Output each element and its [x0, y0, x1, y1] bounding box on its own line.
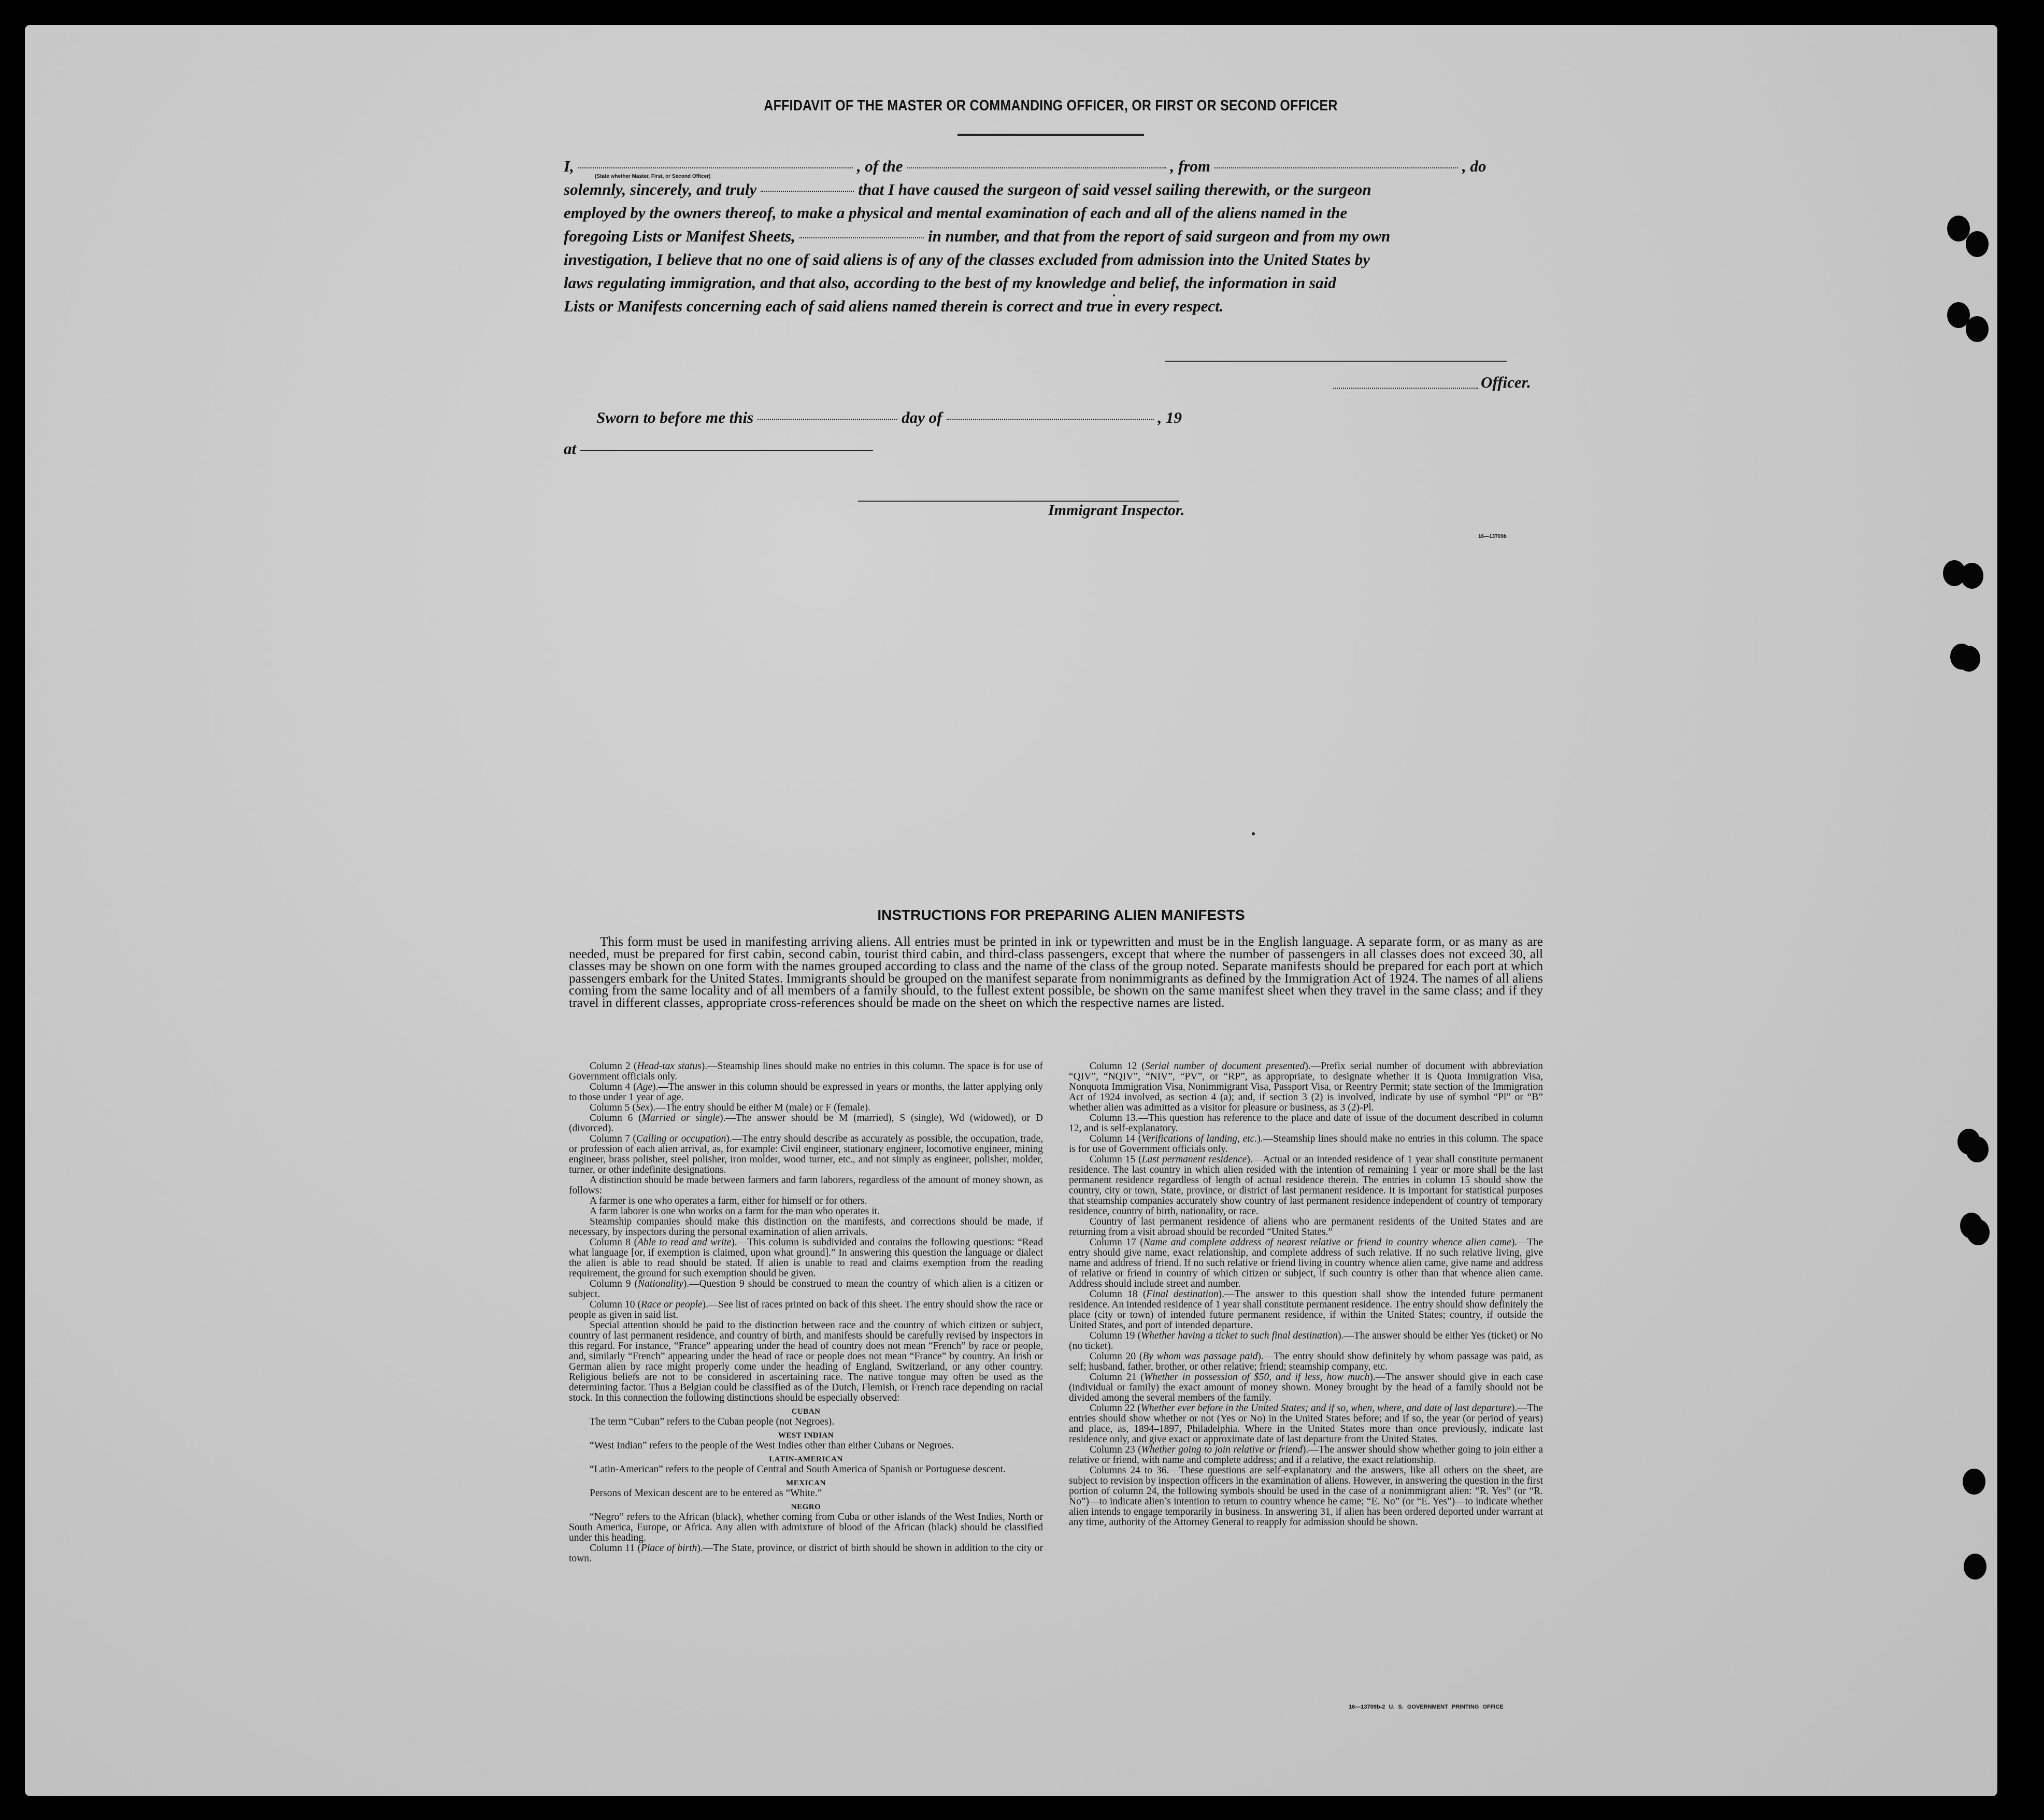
- instruction-paragraph: Column 18 (Final destination).—The answer to this question shall show the intended future permanent residence. An intended residence of 1 year shall constitute permanent residence. The entry should show definitely the place (city or town) of intended future permanent residence, if within the United States; country, if outside the United States, and port of intended departure.: [1069, 1289, 1543, 1331]
- instruction-paragraph: Column 23 (Whether going to join relative or friend).—The answer should show whether going to join either a relative or friend, with name and complete address; and if a relative, the exact relationship.: [1069, 1444, 1543, 1466]
- instruction-paragraph: Column 7 (Calling or occupation).—The entry should describe as accurately as possible, the occupation, trade, or profession of each alien arrival, as, for example: Civil engineer, stationary engineer, locomotive engineer, mining engineer, brass polisher, steel polisher, iron molder, wood turner, etc., and not simply as engineer, polisher, molder, turner, or other indefinite designations.: [569, 1133, 1043, 1175]
- vessel-blank: [907, 167, 1166, 168]
- affidavit-text: , from: [1170, 157, 1211, 175]
- from-blank: [1214, 167, 1458, 168]
- instruction-paragraph: Steamship companies should make this distinction on the manifests, and corrections should be made, if necessary, by inspectors during the personal examination of alien arrivals.: [569, 1216, 1043, 1238]
- punch-hole: [1966, 231, 1989, 257]
- instruction-paragraph: Country of last permanent residence of aliens who are permanent residents of the United States and are returning from a visit abroad should be recorded “United States.”: [1069, 1216, 1543, 1238]
- instruction-paragraph: Column 15 (Last permanent residence).—Actual or an intended residence of 1 year shall constitute permanent residence. The last country in which alien resided with the intention of remaining 1 year or more shall be the last permanent residence regardless of length of actual residence therein. The entries in column 15 should show the country, city or town, State, province, or district of last permanent residence. It is important for statistical purposes that steamship companies accurately show country of last permanent residence independent of country of temporary residence, country of birth, nationality, or race.: [1069, 1154, 1543, 1217]
- oath-blank: [761, 191, 854, 192]
- at-text: at: [564, 439, 577, 458]
- section-heading: CUBAN: [791, 1407, 821, 1416]
- sworn-month-blank: [947, 419, 1154, 420]
- rank-blank-note: (State whether Master, First, or Second Officer): [595, 174, 711, 179]
- affidavit-text: , do: [1462, 157, 1486, 175]
- title-rule: [957, 134, 1144, 136]
- sworn-text: Sworn to before me this: [596, 408, 754, 426]
- punch-hole: [1947, 216, 1970, 241]
- instructions-left-column: [569, 1061, 1043, 1564]
- punch-hole: [1967, 1219, 1990, 1245]
- sworn-text: day of: [902, 408, 942, 426]
- sheet-count-blank: [799, 237, 924, 238]
- instruction-paragraph: A farmer is one who operates a farm, either for himself or for others.: [590, 1196, 867, 1206]
- affidavit-text: in number, and that from the report of said surgeon and from my own: [927, 227, 1391, 245]
- instruction-paragraph: Column 13.—This question has reference to the place and date of issue of the document described in column 12, and is self-explanatory.: [1069, 1113, 1543, 1134]
- affidavit-line-7: Lists or Manifests concerning each of said aliens named therein is correct and true in every respect.: [564, 297, 1224, 315]
- punch-hole: [1966, 1136, 1989, 1162]
- section-heading: WEST INDIAN: [778, 1431, 834, 1440]
- instruction-paragraph: Column 17 (Name and complete address of nearest relative or friend in country whence alien came).—The entry should give name, exact relationship, and complete address of such relative. If no such relative living, give name and address of friend. If no such relative or friend living in country whence alien came, give name and address of relative or friend in country of which citizen or subject, if such country is other than that whence alien came. Address should include street and number.: [1069, 1237, 1543, 1289]
- affidavit-title: AFFIDAVIT OF THE MASTER OR COMMANDING OFFICER, OR FIRST OR SECOND OFFICER: [764, 97, 1338, 114]
- inspector-label: Immigrant Inspector.: [1048, 502, 1185, 519]
- section-heading: NEGRO: [791, 1503, 821, 1511]
- printing-office-code: 16—13709b-2 U. S. GOVERNMENT PRINTING OFFICE: [1349, 1704, 1504, 1710]
- instruction-paragraph: “Negro” refers to the African (black), whether coming from Cuba or other islands of the West Indies, North or South America, Europe, or Africa. Any alien with admixture of blood of the African (black) should be classified under this heading.: [569, 1512, 1043, 1543]
- affidavit-text: that I have caused the surgeon of said vessel sailing therewith, or the surgeon: [858, 180, 1371, 198]
- officer-label: Officer.: [1481, 373, 1531, 391]
- instruction-paragraph: Column 14 (Verifications of landing, etc.).—Steamship lines should make no entries in this column. The space is for use of Government officials only.: [1069, 1133, 1543, 1155]
- affidavit-text: solemnly, sincerely, and truly: [564, 180, 757, 198]
- officer-rank-blank: [578, 167, 853, 168]
- instruction-paragraph: Persons of Mexican descent are to be entered as “White.”: [590, 1488, 822, 1499]
- affidavit-text: I,: [564, 157, 574, 175]
- instruction-paragraph: Column 10 (Race or people).—See list of races printed on back of this sheet. The entry should show the race or people as given in said list.: [569, 1299, 1043, 1320]
- officer-signature-line: [1165, 361, 1507, 362]
- instruction-paragraph: Column 11 (Place of birth).—The State, province, or district of birth should be shown in addition to the city or town.: [569, 1543, 1043, 1564]
- instruction-paragraph: The term “Cuban” refers to the Cuban people (not Negroes).: [590, 1416, 835, 1427]
- instruction-paragraph: Column 12 (Serial number of document presented).—Prefix serial number of document with abbreviation “QIV”, “NQIV”, “NIV”, “PV”, or “RP”, as appropriate, to designate whether it is Quota Immigration Visa, Nonquota Immigration Visa, Nonimmigrant Visa, Passport Visa, or Reentry Permit; state section of the Immigration Act of 1924 involved, as section 4 (a); and, if section 3 (2) is involved, indicate by use of symbol “Pl” or “B” whether alien was admitted as a visitor for pleasure or business, as 3 (2)-Pl.: [1069, 1061, 1543, 1113]
- instruction-paragraph: Columns 24 to 36.—These questions are self-explanatory and the answers, like all others on the sheet, are subject to revision by inspection officers in the examination of aliens. However, in answering the question in the first portion of column 24, the following symbols should be used in the case of a nonimmigrant alien: “R. Yes” (or “R. No”)—to indicate alien’s intention to return to country whence he came; “E. No” (or “E. Yes”)—to indicate whether alien intends to engage temporarily in business. In answering 31, if alien has been ordered deported under warrant at any time, authority of the Attorney General to reapply for admission should be shown.: [1069, 1465, 1543, 1528]
- instruction-paragraph: “West Indian” refers to the people of the West Indies other than either Cubans or Negroes.: [590, 1440, 954, 1451]
- sworn-block: [564, 408, 1289, 465]
- punch-hole: [1957, 646, 1980, 672]
- section-heading: LATIN-AMERICAN: [769, 1455, 843, 1463]
- punch-hole: [1964, 1554, 1986, 1580]
- instruction-paragraph: A distinction should be made between farmers and farm laborers, regardless of the amount of money shown, as follows:: [569, 1175, 1043, 1196]
- instruction-paragraph: Special attention should be paid to the distinction between race and the country of which citizen or subject, country of last permanent residence, and country of birth, and manifests should be carefully revised by inspectors in this regard. For instance, “France” appearing under the head of country does not mean “French” by race or people, and, similarly “French” appearing under the head of race or people does not mean “France” by country. An Irish or German alien by race might properly come under the heading of England, Switzerland, or any other country. Religious beliefs are not to be considered in ascertaining race. The native tongue may often be used as the determining factor. Thus a Belgian could be classified as of the Dutch, Flemish, or French race depending on racial stock. In this connection the following distinctions should be especially observed:: [569, 1320, 1043, 1403]
- instruction-paragraph: Column 22 (Whether ever before in the United States; and if so, when, where, and date of last departure).—The entries should show whether or not (Yes or No) in the United States before; and if so, the year (or period of years) and place, as, 1894–1897, Philadelphia. Where in the United States more than once previously, indicate last residence only, and give exact or approximate date of last departure from the United States.: [1069, 1403, 1543, 1445]
- officer-title-blank: [1333, 388, 1478, 389]
- instruction-paragraph: Column 19 (Whether having a ticket to such final destination).—The answer should be either Yes (ticket) or No (no ticket).: [1069, 1330, 1543, 1352]
- affidavit-line-3: employed by the owners thereof, to make a physical and mental examination of each and all of the aliens named in the: [564, 204, 1348, 222]
- form-code: 16—13709b: [1478, 534, 1507, 539]
- ink-speck: [1252, 832, 1255, 835]
- instruction-paragraph: Column 6 (Married or single).—The answer should be M (married), S (single), Wd (widowed), or D (divorced).: [569, 1113, 1043, 1134]
- instruction-paragraph: Column 5 (Sex).—The entry should be either M (male) or F (female).: [590, 1102, 871, 1113]
- instructions-title: INSTRUCTIONS FOR PREPARING ALIEN MANIFESTS: [877, 907, 1245, 923]
- instructions-intro: This form must be used in manifesting arriving aliens. All entries must be printed in ink or typewritten and must be in the English language. A separate form, or as many as are needed, must be prepared for first cabin, second cabin, tourist third cabin, and third-class passengers, except that where the number of passengers in all classes does not exceed 30, all classes may be shown on one form with the names grouped according to class and the name of the class of the group noted. Separate manifests should be prepared for each port at which passengers embark for the United States. Immigrants should be grouped on the manifest separate from nonimmigrants as defined by the Immigration Act of 1924. The names of all aliens coming from the same locality and of all members of a family should, to the fullest extent possible, be shown on the same manifest sheet when they travel in the same class; and if they travel in different classes, appropriate cross-references should be made on the sheet on which the respective names are listed.: [569, 934, 1543, 1010]
- place-blank: [580, 450, 873, 451]
- punch-hole: [1966, 316, 1989, 342]
- sworn-day-blank: [757, 419, 897, 420]
- affidavit-line-2: [564, 178, 1538, 201]
- affidavit-line-5: investigation, I believe that no one of said aliens is of any of the classes excluded from admission into the United States by: [564, 250, 1370, 268]
- sworn-text: , 19: [1157, 408, 1182, 426]
- instruction-paragraph: Column 2 (Head-tax status).—Steamship lines should make no entries in this column. The space is for use of Government officials only.: [569, 1061, 1043, 1082]
- punch-hole: [1961, 563, 1983, 589]
- at-line: [564, 439, 1289, 465]
- ink-speck: [1113, 294, 1115, 296]
- instructions-right-column: [1069, 1061, 1543, 1528]
- affidavit-text: foregoing Lists or Manifest Sheets,: [564, 227, 795, 245]
- affidavit-text: , of the: [856, 157, 903, 175]
- instruction-paragraph: Column 9 (Nationality).—Question 9 should be construed to mean the country of which alien is a citizen or subject.: [569, 1278, 1043, 1300]
- manifest-sheet: [25, 25, 1997, 1796]
- instruction-paragraph: A farm laborer is one who works on a farm for the man who operates it.: [590, 1206, 880, 1217]
- instruction-paragraph: “Latin-American” refers to the people of Central and South America of Spanish or Portuguese descent.: [590, 1464, 1006, 1475]
- affidavit-line-4: [564, 224, 1538, 248]
- punch-hole: [1963, 1469, 1985, 1495]
- instruction-paragraph: Column 21 (Whether in possession of $50, and if less, how much).—The answer should give in each case (individual or family) the exact amount of money shown. Money brought by the head of a family should not be divided among the several members of the family.: [1069, 1372, 1543, 1403]
- section-heading: MEXICAN: [786, 1479, 826, 1487]
- instruction-paragraph: Column 8 (Able to read and write).—This column is subdivided and contains the following questions: “Read what language [or, if exemption is claimed, upon what ground].” In answering this question the language or dialect the alien is able to read should be stated. If alien is unable to read and claims exemption from the reading requirement, the ground for such exemption should be given.: [569, 1237, 1043, 1279]
- instruction-paragraph: Column 20 (By whom was passage paid).—The entry should show definitely by whom passage was paid, as self; husband, father, brother, or other relative; friend; steamship company, etc.: [1069, 1351, 1543, 1372]
- instruction-paragraph: Column 4 (Age).—The answer in this column should be expressed in years or months, the latter applying only to those under 1 year of age.: [569, 1082, 1043, 1103]
- affidavit-line-6: laws regulating immigration, and that also, according to the best of my knowledge and belief, the information in said: [564, 274, 1336, 292]
- sworn-line: [564, 408, 1289, 439]
